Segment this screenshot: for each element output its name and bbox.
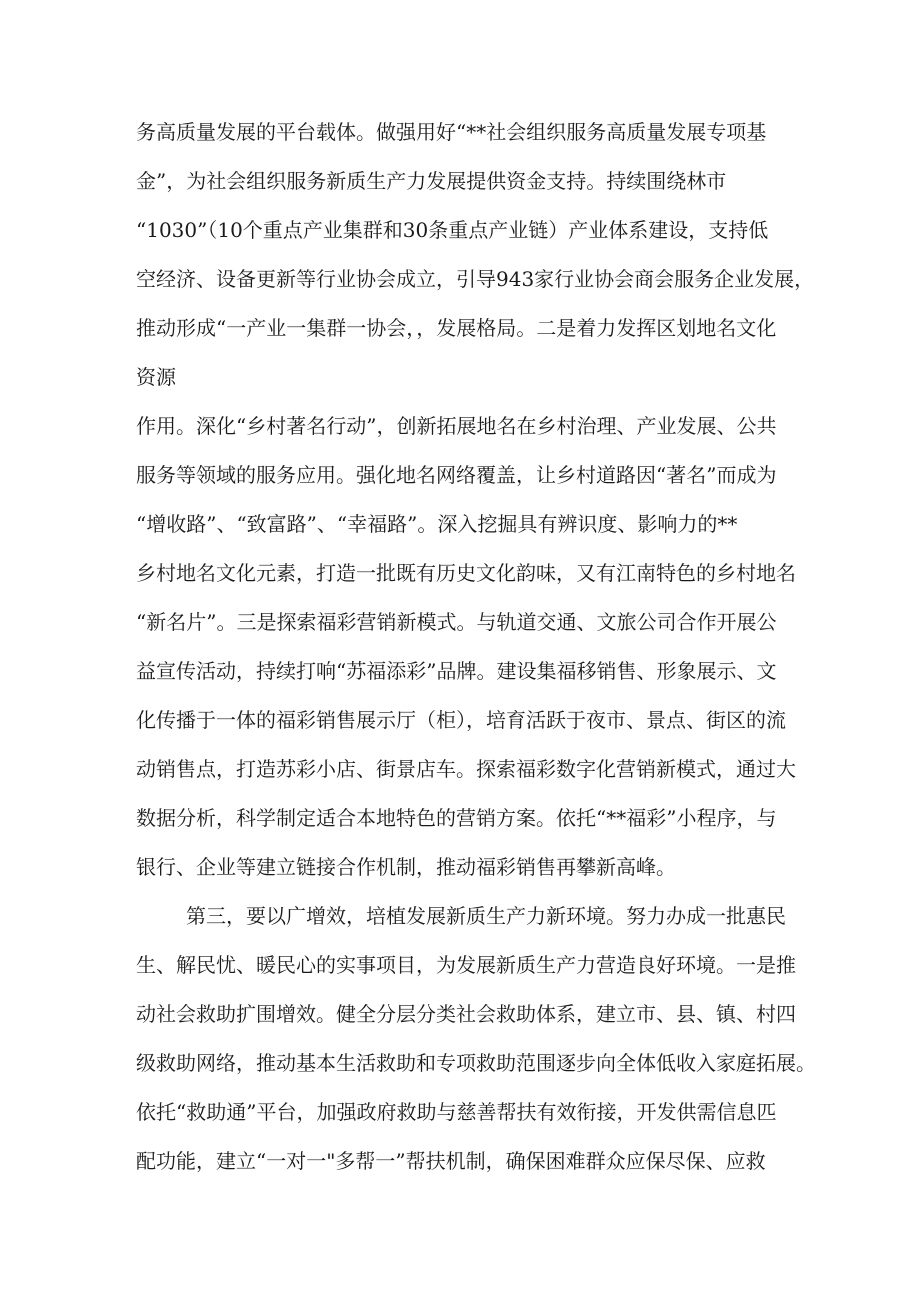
text-line: 务高质量发展的平台载体。做强用好“**社会组织服务高质量发展专项基 [136,120,767,144]
text-line: 银行、企业等建立链接合作机制，推动福彩销售再攀新高峰。 [136,855,676,879]
text-line: “增收路”、“致富路”、“幸福路”。深入挖掘具有辨识度、影响力的** [136,512,738,536]
text-line: “新名片”。三是探索福彩营销新模式。与轨道交通、文旅公司合作开展公 [136,610,777,634]
text-line: 数据分析，科学制定适合本地特色的营销方案。依托“**福彩”小程序，与 [136,806,777,830]
text-line: 配功能，建立“一对一"多帮一”帮扶机制，确保困难群众应保尽保、应救 [136,1149,766,1173]
text-line: 依托“救助通”平台，加强政府救助与慈善帮扶有效衔接，开发供需信息匹 [136,1100,777,1124]
text-line: “1030”（10个重点产业集群和30条重点产业链）产业体系建设，支持低 [136,218,769,242]
text-line: 推动形成“一产业一集群一协会，，发展格局。二是着力发挥区划地名文化 [136,316,777,340]
text-line: 动社会救助扩围增效。健全分层分类社会救助体系，建立市、县、镇、村四 [136,1002,796,1026]
text-line: 益宣传活动，持续打响“苏福添彩”品牌。建设集福移销售、形象展示、文 [136,659,777,683]
text-line: 化传播于一体的福彩销售展示厅（柜），培育活跃于夜市、景点、街区的流 [136,708,786,732]
text-line: 级救助网络，推动基本生活救助和专项救助范围逐步向全体低收入家庭拓展。 [136,1051,816,1075]
text-line: 金”，为社会组织服务新质生产力发展提供资金支持。持续围绕林市 [136,169,727,193]
text-line: 资源 [136,365,176,389]
text-line: 乡村地名文化元素，打造一批既有历史文化韵味，又有江南特色的乡村地名 [136,561,796,585]
text-line: 第三，要以广增效，培植发展新质生产力新环境。努力办成一批惠民 [186,904,786,928]
text-line: 生、解民忧、暖民心的实事项目，为发展新质生产力营造良好环境。一是推 [136,953,796,977]
text-line: 动销售点，打造苏彩小店、街景店车。探索福彩数字化营销新模式，通过大 [136,757,796,781]
text-line: 服务等领域的服务应用。强化地名网络覆盖，让乡村道路因“著名”而成为 [136,463,777,487]
text-line: 作用。深化“乡村著名行动”，创新拓展地名在乡村治理、产业发展、公共 [136,414,777,438]
text-line: 空经济、设备更新等行业协会成立，引导943家行业协会商会服务企业发展， [136,267,815,291]
